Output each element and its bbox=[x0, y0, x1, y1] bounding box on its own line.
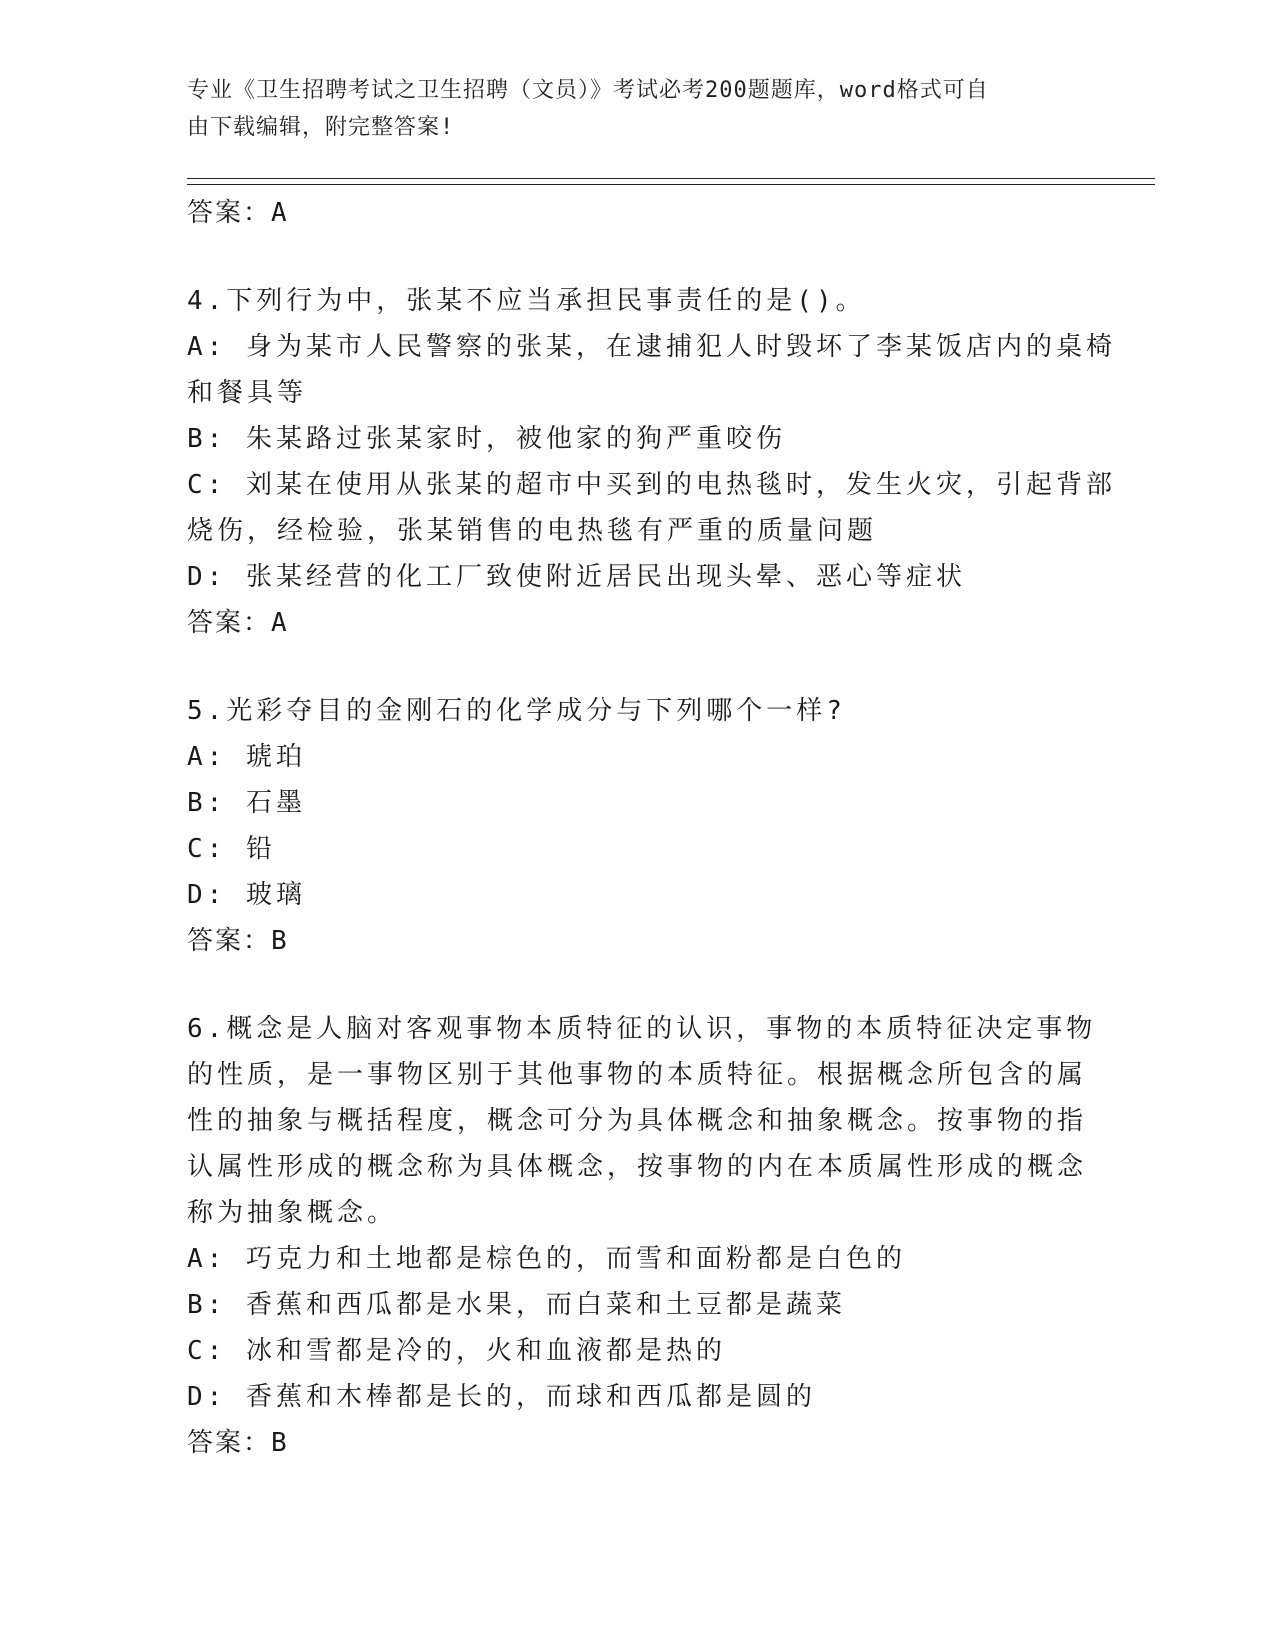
question-stem-line-3: 性的抽象与概括程度，概念可分为具体概念和抽象概念。按事物的指 bbox=[187, 1106, 1088, 1136]
answer: 答案：B bbox=[187, 1428, 289, 1458]
question-stem-line-2: 的性质，是一事物区别于其他事物的本质特征。根据概念所包含的属 bbox=[187, 1060, 1088, 1090]
spacer bbox=[187, 964, 1087, 1006]
question-stem-line-5: 称为抽象概念。 bbox=[187, 1198, 398, 1228]
question-stem-line-4: 认属性形成的概念称为具体概念，按事物的内在本质属性形成的概念 bbox=[187, 1152, 1088, 1182]
option-a-line-1: A: 身为某市人民警察的张某，在逮捕犯人时毁坏了李某饭店内的桌椅 bbox=[187, 332, 1116, 362]
question-5 bbox=[187, 688, 1087, 964]
option-a: A: 巧克力和土地都是棕色的，而雪和面粉都是白色的 bbox=[187, 1244, 906, 1274]
option-b: B: 朱某路过张某家时，被他家的狗严重咬伤 bbox=[187, 424, 786, 454]
option-c-line-1: C: 刘某在使用从张某的超市中买到的电热毯时，发生火灾，引起背部 bbox=[187, 470, 1116, 500]
question-stem: 5.光彩夺目的金刚石的化学成分与下列哪个一样? bbox=[187, 696, 846, 726]
question-stem-line-1: 6.概念是人脑对客观事物本质特征的认识，事物的本质特征决定事物 bbox=[187, 1014, 1097, 1044]
option-d: D: 香蕉和木棒都是长的，而球和西瓜都是圆的 bbox=[187, 1382, 816, 1412]
answer: 答案：A bbox=[187, 608, 289, 638]
page-header bbox=[187, 72, 1067, 146]
option-c: C: 铅 bbox=[187, 834, 276, 864]
previous-answer: 答案：A bbox=[187, 198, 289, 228]
option-a-line-2: 和餐具等 bbox=[187, 378, 308, 408]
option-d: D: 玻璃 bbox=[187, 880, 306, 910]
answer: 答案：B bbox=[187, 926, 289, 956]
header-line-1: 专业《卫生招聘考试之卫生招聘（文员）》考试必考200题题库，word格式可自 bbox=[187, 78, 989, 103]
option-c: C: 冰和雪都是冷的，火和血液都是热的 bbox=[187, 1336, 726, 1366]
option-c-line-2: 烧伤，经检验，张某销售的电热毯有严重的质量问题 bbox=[187, 516, 878, 546]
option-d: D: 张某经营的化工厂致使附近居民出现头晕、恶心等症状 bbox=[187, 562, 966, 592]
question-stem: 4.下列行为中，张某不应当承担民事责任的是()。 bbox=[187, 286, 866, 316]
spacer bbox=[187, 236, 1087, 278]
option-b: B: 香蕉和西瓜都是水果，而白菜和土豆都是蔬菜 bbox=[187, 1290, 846, 1320]
question-content bbox=[187, 190, 1116, 1466]
question-6 bbox=[187, 1006, 1097, 1466]
spacer bbox=[187, 646, 1087, 688]
question-4 bbox=[187, 278, 1116, 646]
header-line-2: 由下载编辑，附完整答案! bbox=[187, 115, 455, 140]
header-double-rule bbox=[187, 178, 1155, 185]
option-b: B: 石墨 bbox=[187, 788, 306, 818]
option-a: A: 琥珀 bbox=[187, 742, 306, 772]
